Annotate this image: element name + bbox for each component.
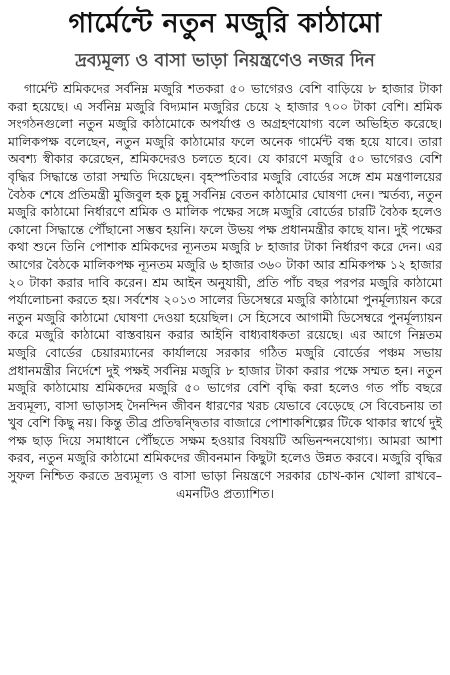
- article-subheadline: দ্রব্যমূল্য ও বাসা ভাড়া নিয়ন্ত্রণেও নজর দিন: [75, 51, 375, 71]
- article-headline: গার্মেন্টে নতুন মজুরি কাঠামো: [68, 8, 382, 39]
- article-body: গার্মেন্ট শ্রমিকদের সর্বনিম্ন মজুরি শতকরা ৫০ ভাগেরও বেশি বাড়িয়ে ৮ হাজার টাকা করা হয়েছে। এ সর্বনিম্ন মজুরি বিদ্যমান মজুরির চেয়ে ২ হাজার ৭০০ টাকা বেশি। শ্রমিক সংগঠনগুলো নতুন মজুরি কাঠামোকে অপর্যাপ্ত ও অগ্রহণযোগ্য বলে অভিহিত করেছে। মালিকপক্ষ বলেছেন, নতুন মজুরি কাঠামোর ফলে অনেক গার্মেন্ট বন্ধ হয়ে যাবে। তারা অবশ্য স্বীকার করেছেন, শ্রমিকদেরও চলতে হবে। যে কারণে মজুরি ৫০ ভাগেরও বেশি বৃদ্ধির সিদ্ধান্তে তারা সম্মতি দিয়েছেন। বৃহস্পতিবার মজুরি বোর্ডের সঙ্গে শ্রম মন্ত্রণালয়ের বৈঠক শেষে প্রতিমন্ত্রী মুজিবুল হক চুন্নু সর্বনিম্ন বেতন কাঠামোর ঘোষণা দেন। স্মর্তব্য, নতুন মজুরি কাঠামো নির্ধারণে শ্রমিক ও মালিক পক্ষের সঙ্গে মজুরি বোর্ডের চারটি বৈঠক হলেও কোনো সিদ্ধান্তে পৌঁছানো সম্ভব হয়নি। ফলে উভয় পক্ষ প্রধানমন্ত্রীর কাছে যান। দুই পক্ষের কথা শুনে তিনি পোশাক শ্রমিকদের ন্যূনতম মজুরি ৮ হাজার টাকা নির্ধারণ করে দেন। এর আগের বৈঠকে মালিকপক্ষ ন্যূনতম মজুরি ৬ হাজার ৩৬০ টাকা আর শ্রমিকপক্ষ ১২ হাজার ২০ টাকা করার দাবি করেন। শ্রম আইন অনুযায়ী, প্রতি পাঁচ বছর পরপর মজুরি কাঠামো পর্যালোচনা করতে হয়। সর্বশেষ ২০১৩ সালের ডিসেম্বরে মজুরি কাঠামো পুনর্মূল্যায়ন করে নতুন মজুরি কাঠামো ঘোষণা দেওয়া হয়েছিল। সে হিসেবে আগামী ডিসেম্বরে পুনর্মূল্যায়ন করে মজুরি কাঠামো বাস্তবায়ন করার আইনি বাধ্যবাধকতা রয়েছে। এর আগে নিম্নতম মজুরি বোর্ডের চেয়ারম্যানের কার্যালয়ে সরকার গঠিত মজুরি বোর্ডের পঞ্চম সভায় প্রধানমন্ত্রীর নির্দেশে দুই পক্ষই সর্বনিম্ন মজুরি ৮ হাজার টাকা করার পক্ষে সম্মত হন। নতুন মজুরি কাঠামোয় শ্রমিকদের মজুরি ৫০ ভাগের বেশি বৃদ্ধি করা হলেও গত পাঁচ বছরে দ্রব্যমূল্য, বাসা ভাড়াসহ দৈনন্দিন জীবন ধারণের খরচ যেভাবে বেড়েছে সে বিবেচনায় তা খুব বেশি কিছু নয়। কিন্তু তীব্র প্রতিদ্বন্দ্বিতার বাজারে পোশাকশিল্পের টিকে থাকার স্বার্থে দুই পক্ষ ছাড় দিয়ে সমাধানে পৌঁছতে সক্ষম হওয়ার বিষয়টি অভিনন্দনযোগ্য। আমরা আশা করব, নতুন মজুরি কাঠামো শ্রমিকদের জীবনমান কিছুটা হলেও উন্নত করবে। মজুরি বৃদ্ধির সুফল নিশ্চিত করতে দ্রব্যমূল্য ও বাসা ভাড়া নিয়ন্ত্রণে সরকার চোখ-কান খোলা রাখবে– এমনটিও প্রত্যাশিত।: [8, 81, 442, 501]
